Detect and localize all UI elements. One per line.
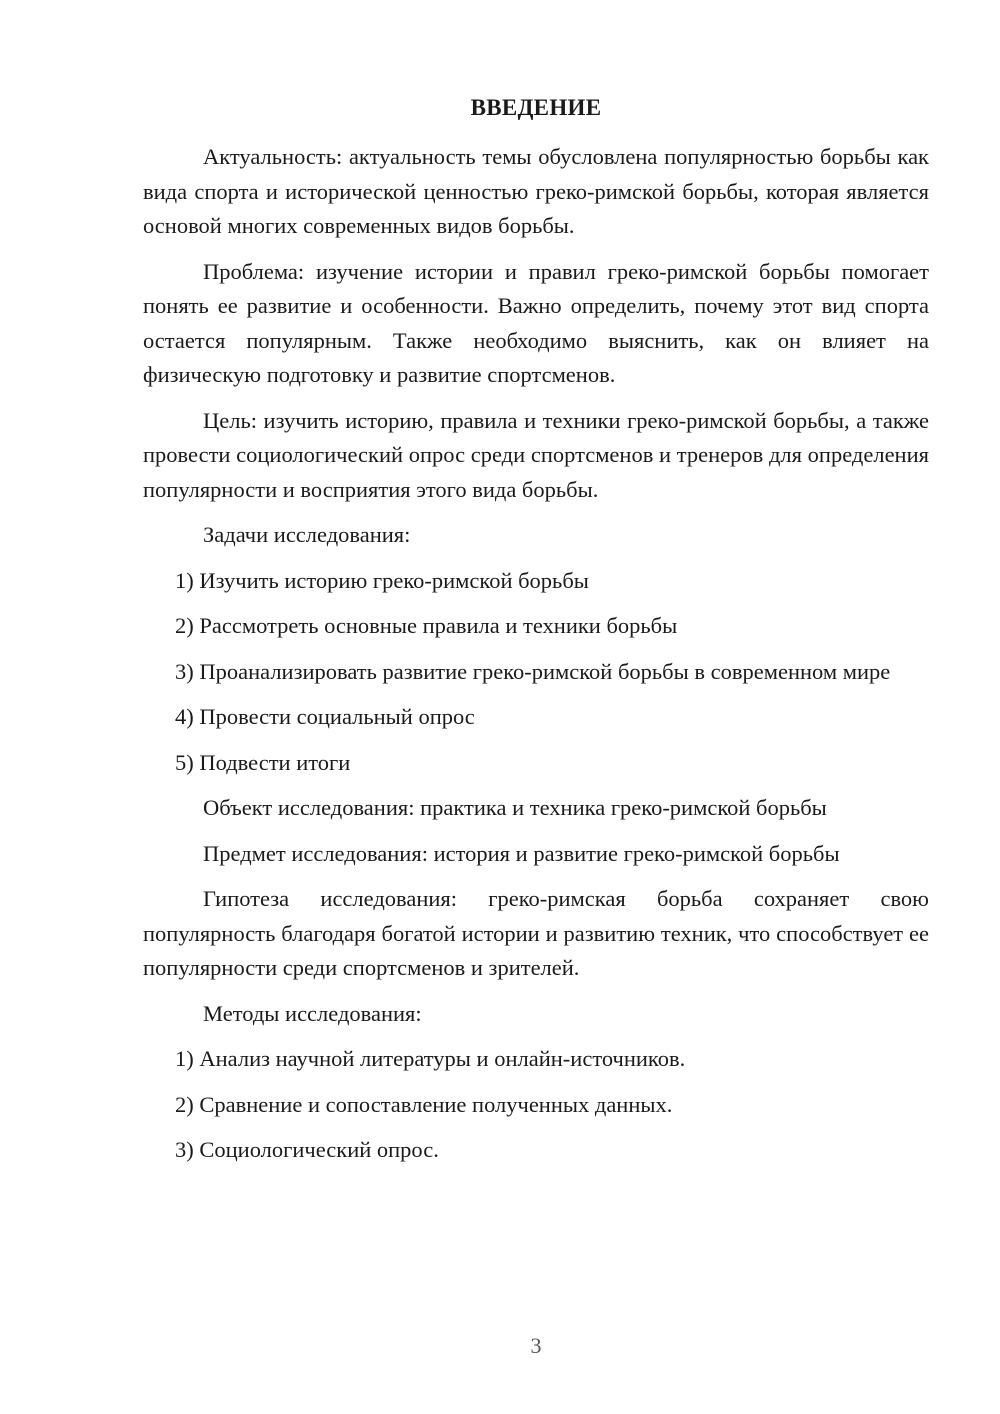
task-item-4: 4) Провести социальный опрос [175, 704, 475, 729]
method-item-1: 1) Анализ научной литературы и онлайн-источников. [175, 1046, 686, 1071]
task-item-5: 5) Подвести итоги [175, 749, 351, 775]
problem-paragraph: Проблема: изучение истории и правил греко-римской борьбы помогает понять ее развитие и особенности. Важно определить, почему этот вид спорта остается популярным. Также необходимо выяснить, как он влияет на физическую подготовку и развитие спортсменов. [143, 258, 929, 387]
goal-paragraph: Цель: изучить историю, правила и техники греко-римской борьбы, а также провести социологический опрос среди спортсменов и тренеров для определения популярности и восприятия этого вида борьбы. [143, 407, 929, 502]
task-item-3: 3) Проанализировать развитие греко-римской борьбы в современном мире [175, 658, 891, 684]
method-item-3: 3) Социологический опрос. [175, 1137, 439, 1162]
methods-heading: Методы исследования: [203, 1000, 422, 1026]
object-paragraph: Объект исследования: практика и техника греко-римской борьбы [203, 795, 827, 820]
page-number: 3 [530, 1333, 542, 1358]
tasks-heading: Задачи исследования: [203, 522, 411, 547]
task-item-2: 2) Рассмотреть основные правила и техники борьбы [175, 613, 678, 638]
page-body [143, 140, 929, 1179]
page-title: ВВЕДЕНИЕ [470, 95, 602, 120]
hypothesis-paragraph: Гипотеза исследования: греко-римская борьба сохраняет свою популярность благодаря богатой истории и развитию техник, что способствует ее популярности среди спортсменов и зрителей. [143, 886, 929, 980]
task-item-1: 1) Изучить историю греко-римской борьбы [175, 567, 589, 593]
method-item-2: 2) Сравнение и сопоставление полученных данных. [175, 1091, 673, 1117]
subject-paragraph: Предмет исследования: история и развитие греко-римской борьбы [203, 840, 840, 866]
relevance-paragraph: Актуальность: актуальность темы обусловлена популярностью борьбы как вида спорта и исторической ценностью греко-римской борьбы, которая является основой многих современных видов борьбы. [143, 144, 929, 238]
